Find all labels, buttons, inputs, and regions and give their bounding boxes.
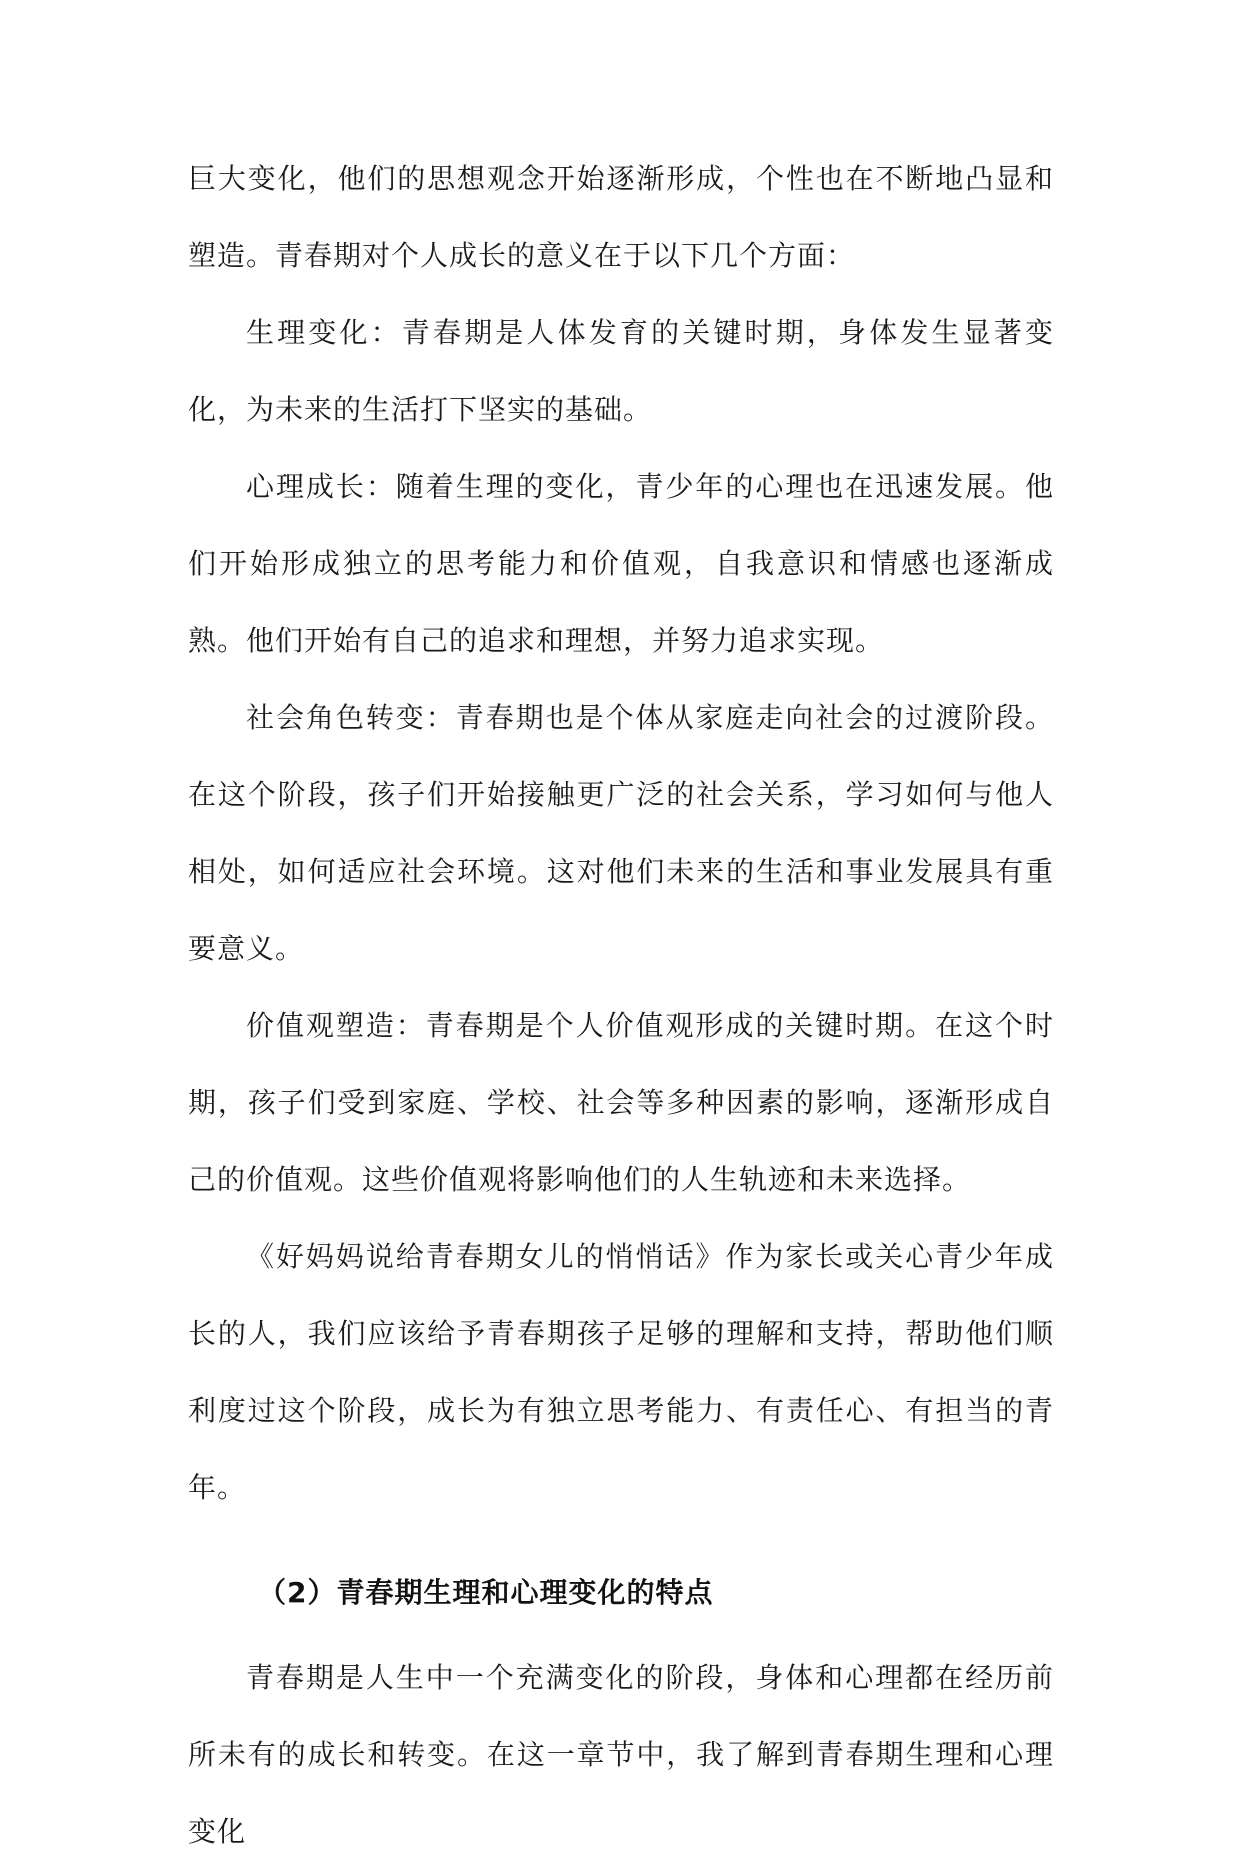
body-paragraph-section-intro: 青春期是人生中一个充满变化的阶段，身体和心理都在经历前所未有的成长和转变。在这一章节中，我了解到青春期生理和心理变化	[188, 1661, 1054, 1848]
body-paragraph-psychological-growth: 心理成长：随着生理的变化，青少年的心理也在迅速发展。他们开始形成独立的思考能力和价值观，自我意识和情感也逐渐成熟。他们开始有自己的追求和理想，并努力追求实现。	[188, 470, 1054, 657]
body-paragraph-social-role: 社会角色转变：青春期也是个体从家庭走向社会的过渡阶段。在这个阶段，孩子们开始接触更广泛的社会关系，学习如何与他人相处，如何适应社会环境。这对他们未来的生活和事业发展具有重要意义。	[188, 701, 1054, 965]
body-paragraph-book-reference: 《好妈妈说给青春期女儿的悄悄话》作为家长或关心青少年成长的人，我们应该给予青春期孩子足够的理解和支持，帮助他们顺利度过这个阶段，成长为有独立思考能力、有责任心、有担当的青年。	[188, 1240, 1054, 1504]
body-paragraph-continued: 巨大变化，他们的思想观念开始逐渐形成，个性也在不断地凸显和塑造。青春期对个人成长的意义在于以下几个方面：	[188, 162, 1054, 272]
document-body	[188, 140, 1054, 1870]
body-paragraph-values: 价值观塑造：青春期是个人价值观形成的关键时期。在这个时期，孩子们受到家庭、学校、社会等多种因素的影响，逐渐形成自己的价值观。这些价值观将影响他们的人生轨迹和未来选择。	[188, 1009, 1054, 1196]
section-heading: （2）青春期生理和心理变化的特点	[258, 1576, 714, 1609]
body-paragraph-physical-change: 生理变化：青春期是人体发育的关键时期，身体发生显著变化，为未来的生活打下坚实的基础。	[188, 316, 1054, 426]
